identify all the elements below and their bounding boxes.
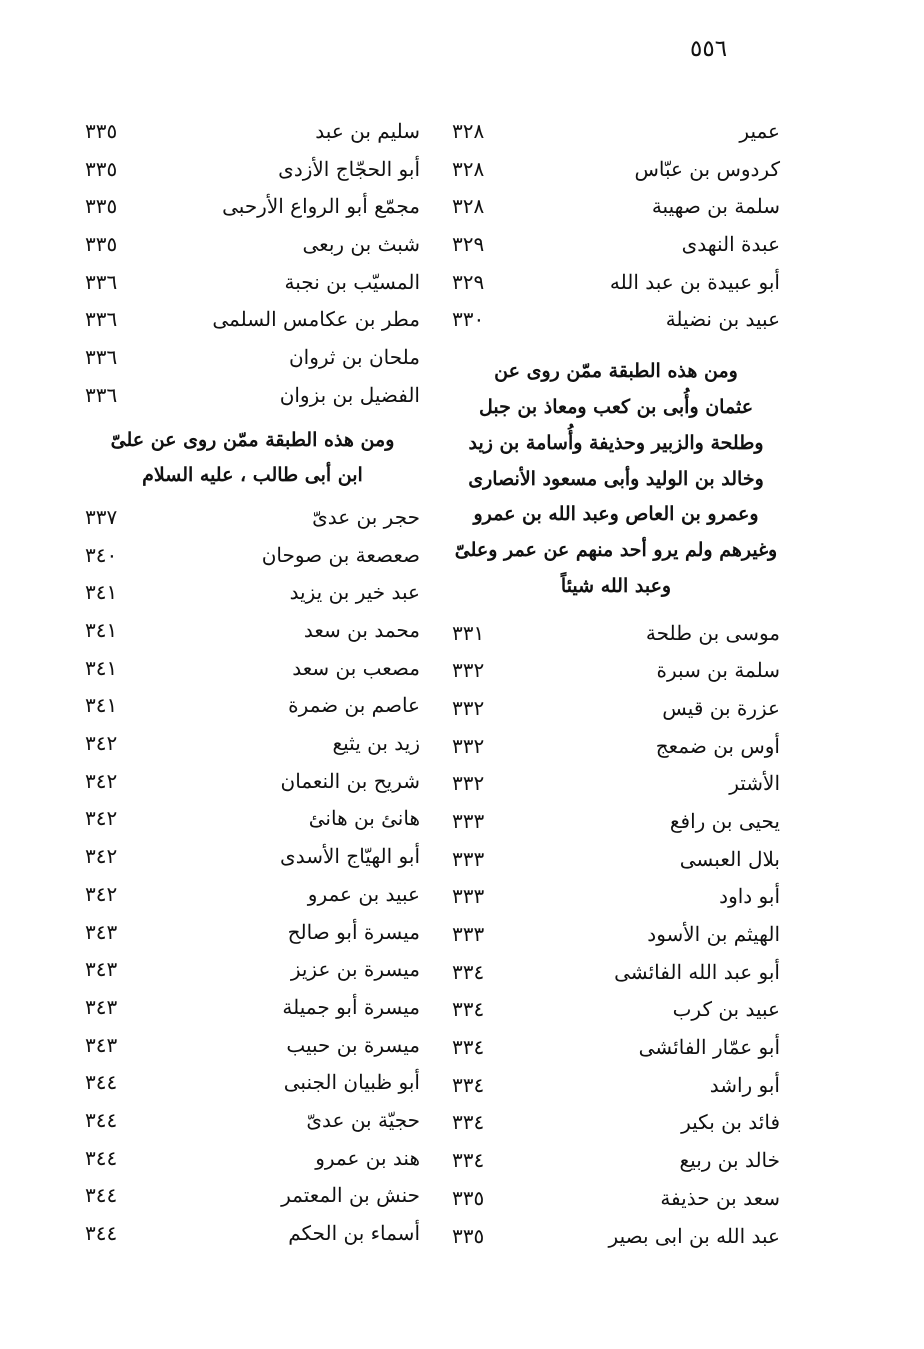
index-entry <box>452 614 780 652</box>
heading-line: وخالد بن الوليد وأبى مسعود الأنصارى <box>468 467 764 490</box>
left-column <box>85 112 420 1252</box>
entry-name: شبث بن ربعى <box>302 231 420 256</box>
entry-page-number: ٣٣٢ <box>452 658 485 683</box>
index-entry <box>85 376 420 414</box>
entry-page-number: ٣٤٠ <box>85 542 118 567</box>
heading-line: ومن هذه الطبقة ممّن روى عن <box>494 360 738 383</box>
entry-name: الفضيل بن بزوان <box>279 382 420 407</box>
entry-name: هانئ بن هانئ <box>308 806 420 831</box>
entry-page-number: ٣٣٦ <box>85 269 118 294</box>
entry-name: أبو عبد الله الفائشى <box>614 959 780 984</box>
entry-page-number: ٣٤٢ <box>85 768 118 793</box>
entry-name: أبو ظبيان الجنبى <box>283 1070 420 1095</box>
entry-name: أبو الهيّاج الأسدى <box>280 844 420 869</box>
entry-page-number: ٣٤٤ <box>85 1221 118 1245</box>
entry-name: سلمة بن صهيبة <box>651 194 780 219</box>
index-entry <box>452 689 780 727</box>
index-entry <box>452 1066 780 1104</box>
entry-page-number: ٣٤٢ <box>85 731 118 756</box>
index-entry <box>452 878 780 916</box>
entry-name: ملحان بن ثروان <box>288 344 420 369</box>
entry-name: أبو داود <box>719 884 780 909</box>
entry-name: أسماء بن الحكم <box>288 1221 420 1245</box>
index-entry <box>452 150 780 188</box>
entry-page-number: ٣٢٨ <box>452 118 485 143</box>
right-entries-top <box>452 112 780 338</box>
index-entry <box>85 263 420 301</box>
entry-name: حجر بن عدىّ <box>312 504 420 529</box>
entry-page-number: ٣٣٤ <box>452 959 485 984</box>
heading-line: وطلحة والزبير وحذيفة وأُسامة بن زيد <box>468 431 764 454</box>
entry-page-number: ٣٣٤ <box>452 1072 485 1097</box>
index-entry <box>85 875 420 913</box>
entry-page-number: ٣٤١ <box>85 618 118 642</box>
index-entry <box>85 1176 420 1214</box>
entry-page-number: ٣٣٥ <box>85 156 118 181</box>
entry-page-number: ٣٤٤ <box>85 1183 118 1208</box>
entry-page-number: ٣٢٨ <box>452 156 485 181</box>
index-entry <box>85 762 420 800</box>
index-entry <box>85 187 420 225</box>
entry-page-number: ٣٣٥ <box>452 1223 485 1248</box>
left-section-heading <box>85 414 420 499</box>
entry-name: يحيى بن رافع <box>669 808 780 833</box>
entry-page-number: ٣٢٩ <box>452 231 485 256</box>
index-entry <box>452 187 780 225</box>
entry-page-number: ٣٤٤ <box>85 1145 118 1170</box>
entry-name: عبد خير بن يزيد <box>289 580 420 605</box>
entry-name: صعصعة بن صوحان <box>261 542 420 567</box>
entry-name: أبو راشد <box>709 1072 780 1097</box>
entry-name: مطر بن عكامس السلمى <box>212 307 420 332</box>
entry-page-number: ٣٣٧ <box>85 504 118 529</box>
index-entry <box>85 1063 420 1101</box>
entry-page-number: ٣٤٣ <box>85 1032 118 1057</box>
entry-name: فائد بن بكير <box>681 1110 780 1135</box>
heading-line: وغيرهم ولم يرو أحد منهم عن عمر وعلىّ <box>454 539 778 562</box>
index-entry <box>85 724 420 762</box>
index-entry <box>85 913 420 951</box>
entry-name: كردوس بن عبّاس <box>634 156 780 181</box>
index-entry <box>85 950 420 988</box>
index-entry <box>85 1101 420 1139</box>
index-entry <box>452 1104 780 1142</box>
entry-name: الأشتر <box>729 771 780 796</box>
entry-name: أبو عبيدة بن عبد الله <box>609 269 780 294</box>
entry-page-number: ٣٣٣ <box>452 846 485 871</box>
entry-name: أبو عمّار الفائشى <box>638 1035 780 1060</box>
index-entry <box>452 802 780 840</box>
entry-page-number: ٣٤١ <box>85 693 118 718</box>
page-number: ٥٥٦ <box>690 36 728 62</box>
entry-page-number: ٣٣٣ <box>452 808 485 833</box>
entry-page-number: ٣٤٢ <box>85 844 118 869</box>
heading-line: ابن أبى طالب ، عليه السلام <box>142 464 363 487</box>
index-entry <box>85 112 420 150</box>
index-entry <box>85 649 420 687</box>
entry-name: عزرة بن قيس <box>662 695 780 720</box>
index-entry <box>85 1026 420 1064</box>
index-entry <box>85 611 420 649</box>
entry-page-number: ٣٢٩ <box>452 269 485 294</box>
entry-name: سعد بن حذيفة <box>660 1185 780 1210</box>
entry-name: ميسرة أبو جميلة <box>282 994 420 1019</box>
entry-name: ميسرة بن عزيز <box>290 957 420 982</box>
left-entries-top <box>85 112 420 414</box>
entry-page-number: ٣٣٤ <box>452 1110 485 1135</box>
heading-line: ومن هذه الطبقة ممّن روى عن علىّ <box>110 428 395 451</box>
entry-page-number: ٣٣٥ <box>452 1185 485 1210</box>
entry-page-number: ٣٣٢ <box>452 771 485 796</box>
index-entry <box>452 1141 780 1179</box>
index-entry <box>85 150 420 188</box>
entry-name: عبيد بن نضيلة <box>665 307 780 332</box>
index-entry <box>85 225 420 263</box>
entry-page-number: ٣٤٤ <box>85 1070 118 1095</box>
entry-page-number: ٣٣٣ <box>452 922 485 947</box>
index-entry <box>452 112 780 150</box>
entry-name: مجمّع أبو الرواع الأرحبى <box>222 194 420 219</box>
entry-page-number: ٣٣٤ <box>452 1035 485 1060</box>
entry-page-number: ٣٤١ <box>85 655 118 680</box>
index-entry <box>452 953 780 991</box>
entry-name: عاصم بن ضمرة <box>288 693 420 718</box>
index-entry <box>85 988 420 1026</box>
entry-name: سلمة بن سبرة <box>656 658 780 683</box>
entry-name: حنش بن المعتمر <box>281 1183 420 1208</box>
right-section-heading <box>452 338 780 614</box>
index-entry <box>452 651 780 689</box>
left-entries-bottom <box>85 498 420 1252</box>
heading-line: وعبد الله شيئاً <box>560 574 672 597</box>
entry-name: زيد بن يثيع <box>332 731 420 756</box>
index-entry <box>452 915 780 953</box>
right-column <box>452 112 780 1254</box>
entry-page-number: ٣٣٢ <box>452 695 485 720</box>
entry-name: حجيّة بن عدىّ <box>306 1107 420 1132</box>
entry-name: هند بن عمرو <box>315 1145 420 1170</box>
entry-page-number: ٣٣٣ <box>452 884 485 909</box>
entry-page-number: ٣٣٦ <box>85 344 118 369</box>
entry-name: محمد بن سعد <box>303 618 420 642</box>
entry-name: ميسرة بن حبيب <box>286 1032 420 1057</box>
index-entry <box>452 263 780 301</box>
entry-page-number: ٣٤٢ <box>85 881 118 906</box>
entry-name: المسيّب بن نجبة <box>284 269 420 294</box>
entry-page-number: ٣٤٤ <box>85 1107 118 1132</box>
entry-name: سليم بن عبد <box>315 118 420 143</box>
right-entries-bottom <box>452 614 780 1255</box>
entry-name: أوس بن ضمعج <box>655 733 780 758</box>
index-entry <box>452 225 780 263</box>
index-entry <box>452 764 780 802</box>
entry-page-number: ٣٣٤ <box>452 1148 485 1173</box>
entry-page-number: ٣٣٠ <box>452 307 485 332</box>
entry-name: خالد بن ربيع <box>679 1148 780 1173</box>
entry-page-number: ٣٢٨ <box>452 194 485 219</box>
index-entry <box>85 300 420 338</box>
index-entry <box>85 800 420 838</box>
entry-name: أبو الحجّاج الأزدى <box>278 156 420 181</box>
entry-page-number: ٣٣٦ <box>85 307 118 332</box>
index-entry <box>452 1179 780 1217</box>
index-entry <box>452 840 780 878</box>
entry-page-number: ٣٣٥ <box>85 194 118 219</box>
index-entry <box>85 573 420 611</box>
index-entry <box>452 300 780 338</box>
entry-name: مصعب بن سعد <box>292 655 420 680</box>
entry-name: شريح بن النعمان <box>280 768 420 793</box>
index-entry <box>452 1028 780 1066</box>
heading-line: وعمرو بن العاص وعبد الله بن عمرو <box>473 503 759 526</box>
entry-page-number: ٣٣٥ <box>85 118 118 143</box>
index-entry <box>85 498 420 536</box>
entry-page-number: ٣٤٣ <box>85 994 118 1019</box>
entry-page-number: ٣٣٢ <box>452 733 485 758</box>
index-entry <box>452 1217 780 1255</box>
index-entry <box>85 536 420 574</box>
entry-page-number: ٣٣٦ <box>85 382 118 407</box>
entry-name: عبيد بن كرب <box>672 997 780 1022</box>
entry-name: موسى بن طلحة <box>645 620 780 645</box>
index-entry <box>85 837 420 875</box>
entry-page-number: ٣٣١ <box>452 620 485 645</box>
entry-name: عمير <box>739 118 780 143</box>
index-entry <box>452 727 780 765</box>
entry-name: عبدة النهدى <box>681 231 780 256</box>
entry-page-number: ٣٣٤ <box>452 997 485 1022</box>
index-entry <box>85 338 420 376</box>
entry-name: عبد الله بن ابى بصير <box>608 1223 780 1248</box>
index-entry <box>85 687 420 725</box>
entry-name: بلال العبسى <box>679 846 780 871</box>
entry-name: الهيثم بن الأسود <box>647 922 780 947</box>
entry-page-number: ٣٤٣ <box>85 957 118 982</box>
entry-page-number: ٣٣٥ <box>85 231 118 256</box>
entry-name: ميسرة أبو صالح <box>287 919 420 944</box>
entry-page-number: ٣٤٣ <box>85 919 118 944</box>
entry-name: عبيد بن عمرو <box>307 881 420 906</box>
index-entry <box>452 991 780 1029</box>
index-entry <box>85 1139 420 1177</box>
index-entry <box>85 1214 420 1252</box>
entry-page-number: ٣٤٢ <box>85 806 118 831</box>
entry-page-number: ٣٤١ <box>85 580 118 605</box>
heading-line: عثمان وأُبى بن كعب ومعاذ بن جبل <box>478 395 754 418</box>
